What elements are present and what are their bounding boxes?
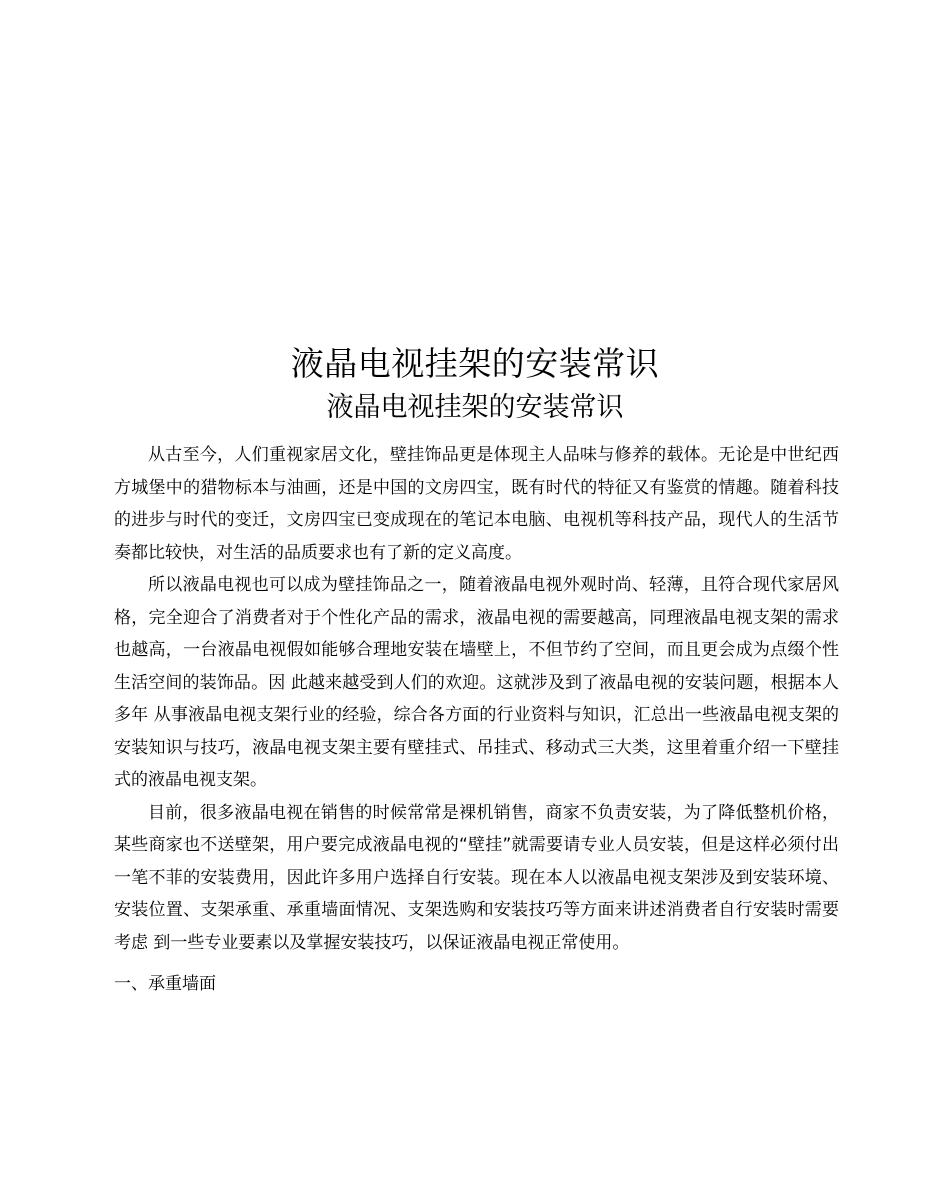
paragraph-2: 所以液晶电视也可以成为壁挂饰品之一，随着液晶电视外观时尚、轻薄，且符合现代家居风格，完全迎合了消费者对于个性化产品的需求，液晶电视的需要越高，同理液晶电视支架的需求也越高，一台液晶电视假如能够合理地安装在墙壁上，不但节约了空间，而且更会成为点缀个性生活空间的装饰品。因 此越来越受到人们的欢迎。这就涉及到了液晶电视的安装问题，根据本人多年 从事液晶电视支架行业的经验，综合各方面的行业资料与知识，汇总出一些液晶电视支架的安装知识与技巧，液晶电视支架主要有壁挂式、吊挂式、移动式三大类，这里着重介绍一下壁挂式的液晶电视支架。 (114, 575, 839, 790)
paragraph-3: 目前，很多液晶电视在销售的时候常常是裸机销售，商家不负责安装，为了降低整机价格，某些商家也不送壁架，用户要完成液晶电视的“壁挂”就需要请专业人员安装，但是这样必须付出一笔不菲的安装费用，因此许多用户选择自行安装。现在本人以液晶电视支架涉及到安装环境、安装位置、支架承重、承重墙面情况、支架选购和安装技巧等方面来讲述消费者自行安装时需要考虑 到一些专业要素以及掌握安装技巧，以保证液晶电视正常使用。 (114, 802, 839, 953)
document-body (114, 439, 839, 1000)
document-title: 液晶电视挂架的安装常识 (290, 344, 660, 383)
paragraph-1: 从古至今，人们重视家居文化，壁挂饰品更是体现主人品味与修养的载体。无论是中世纪西方城堡中的猎物标本与油画，还是中国的文房四宝，既有时代的特征又有鉴赏的情趣。随着科技的进步与时代的变迁，文房四宝已变成现在的笔记本电脑、电视机等科技产品，现代人的生活节奏都比较快，对生活的品质要求也有了新的定义高度。 (114, 445, 839, 563)
document-subtitle: 液晶电视挂架的安装常识 (326, 392, 624, 423)
section-heading: 一、承重墙面 (114, 974, 216, 994)
